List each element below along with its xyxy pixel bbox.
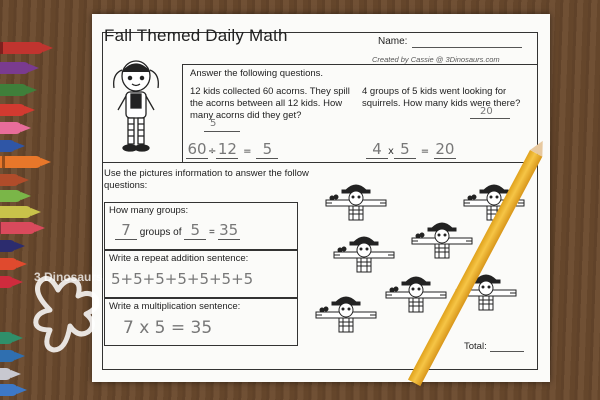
crayon-icon <box>0 62 30 74</box>
crayon-icon <box>0 350 16 362</box>
groups-answer[interactable] <box>115 221 240 240</box>
groups-box-label: How many groups: <box>109 205 189 216</box>
name-field-line[interactable] <box>412 47 522 48</box>
crayon-icon <box>0 140 16 152</box>
equals-sign: = <box>209 227 215 238</box>
crayon-icon <box>0 368 12 380</box>
crayon-icon <box>0 174 20 186</box>
crayon-icon <box>0 332 14 344</box>
crayon-icon <box>0 42 44 54</box>
equals-sign: = <box>420 146 430 157</box>
girl-with-pigtails-icon <box>106 54 166 158</box>
crayon-icon <box>0 122 22 134</box>
footprint-icon <box>20 250 130 370</box>
answer-line <box>470 118 510 119</box>
crayon-icon <box>0 206 32 218</box>
group-size: 5 <box>184 221 206 240</box>
equation-operator: x <box>388 146 394 157</box>
question-2-equation[interactable] <box>366 140 456 159</box>
equation-operand: 12 <box>217 140 237 158</box>
questions-header: Answer the following questions. <box>190 68 324 79</box>
question-1-equation[interactable] <box>186 140 278 159</box>
scarecrow-icon <box>332 232 396 276</box>
repeat-addition-answer[interactable]: 5+5+5+5+5+5+5 <box>111 270 254 288</box>
equation-operator: ÷ <box>208 146 217 157</box>
equation-operand: 60 <box>187 140 207 158</box>
groups-of-text: groups of <box>139 227 182 238</box>
divider <box>182 64 538 65</box>
scarecrow-icon <box>314 292 378 336</box>
scarecrow-icon <box>384 272 448 316</box>
question-1-text: 12 kids collected 60 acorns. They spill the acorns between all 12 kids. How many acorns did they get? <box>190 86 350 121</box>
credit-text: Created by Cassie @ 3Dinosaurs.com <box>372 55 500 64</box>
crayon-icon <box>0 104 26 116</box>
crayon-icon <box>0 156 42 168</box>
multiplication-box <box>104 298 298 346</box>
crayon-icon <box>0 190 22 202</box>
pictures-header: Use the pictures information to answer the follow questions: <box>104 168 309 191</box>
groups-box <box>104 202 298 250</box>
crayon-icon <box>0 384 18 396</box>
answer-line <box>204 131 240 132</box>
equals-sign: = <box>243 146 252 157</box>
repeat-addition-box <box>104 250 298 298</box>
total-label: Total: <box>464 341 487 352</box>
repeat-addition-label: Write a repeat addition sentence: <box>109 253 249 264</box>
crayon-icon <box>0 222 36 234</box>
equation-operand: 5 <box>394 140 416 159</box>
equation-operand: 4 <box>366 140 388 159</box>
question-1-answer[interactable]: 5 <box>210 118 217 129</box>
scarecrow-icon <box>410 218 474 262</box>
crayon-icon <box>0 258 18 270</box>
watermark <box>20 250 130 375</box>
crayon-icon <box>0 240 16 252</box>
equation-result: 5 <box>256 140 278 159</box>
crayon-icon <box>0 84 28 96</box>
multiplication-answer[interactable]: 7 x 5 = 35 <box>123 318 213 338</box>
worksheet-title: Fall Themed Daily Math <box>104 26 288 45</box>
equation-result: 20 <box>435 140 455 158</box>
scarecrow-icon <box>324 180 388 224</box>
question-2-text: 4 groups of 5 kids went looking for squirrels. How many kids were there? <box>362 86 521 109</box>
name-label: Name: <box>378 36 408 47</box>
groups-total: 35 <box>219 221 239 239</box>
watermark-text: 3 Dinosaurs <box>34 270 103 284</box>
divider <box>182 64 183 162</box>
crayon-icon <box>0 276 14 288</box>
groups-count: 7 <box>115 221 137 240</box>
total-answer-line[interactable] <box>490 351 524 352</box>
worksheet-paper <box>92 14 550 382</box>
divider <box>102 162 538 163</box>
multiplication-label: Write a multiplication sentence: <box>109 301 241 312</box>
question-2-answer[interactable]: 20 <box>480 106 493 117</box>
